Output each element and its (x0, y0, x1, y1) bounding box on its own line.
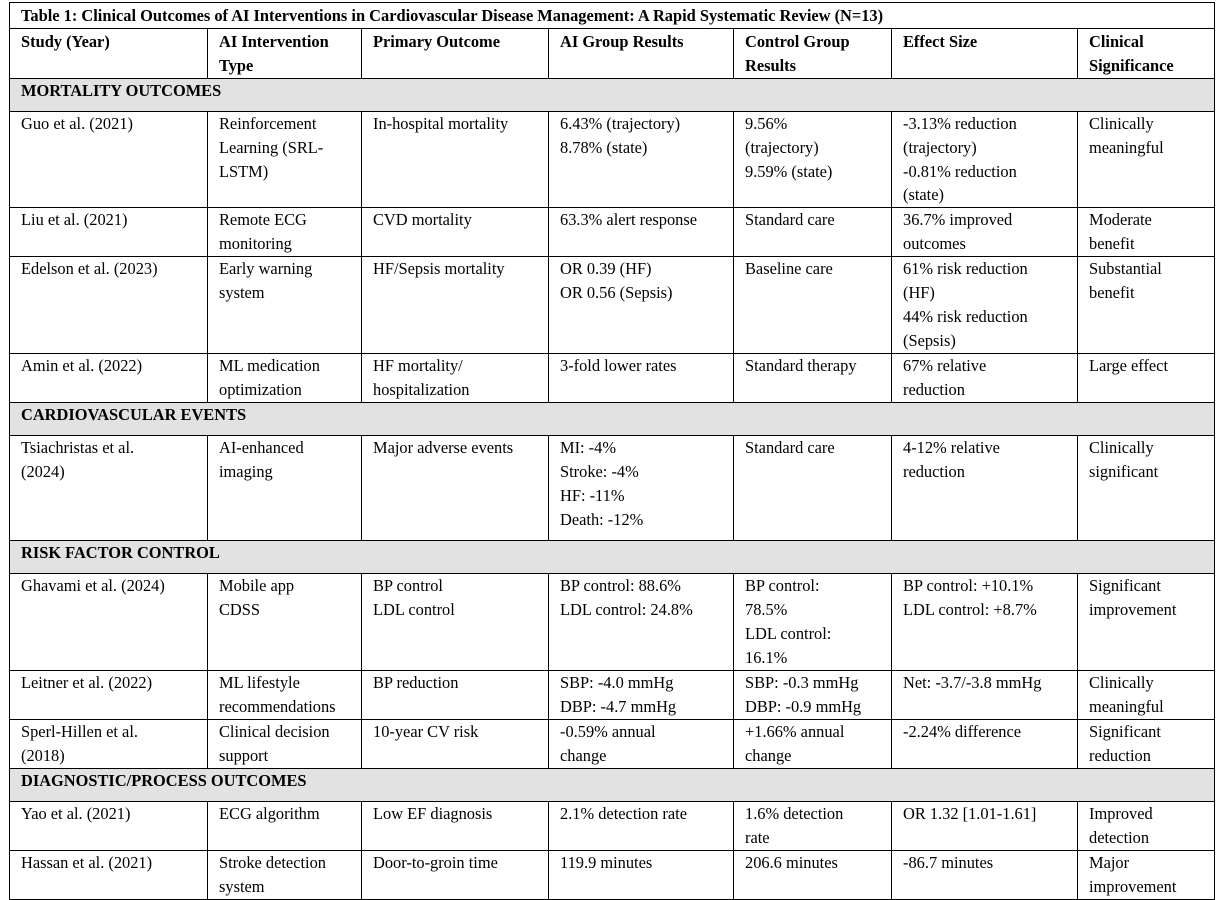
cell-study-year (10, 671, 208, 720)
cell-control-group-results (734, 574, 892, 671)
cell-line: Remote ECG (219, 210, 307, 230)
cell-line: -0.81% reduction (903, 161, 1017, 181)
cell-line: 9.59% (state) (745, 161, 833, 181)
cell-control-group-results (734, 257, 892, 354)
cell-effect-size (892, 354, 1078, 403)
cell-ai-intervention-type (208, 112, 362, 208)
cell-line: Mobile app (219, 576, 295, 596)
cell-line: Improved (1089, 804, 1153, 824)
cell-ai-intervention-type (208, 354, 362, 403)
cell-line: improvement (1089, 876, 1177, 896)
cell-line: Standard therapy (745, 356, 857, 376)
cell-primary-outcome (362, 574, 549, 671)
cell-line: 78.5% (745, 599, 788, 619)
cell-effect-size (892, 671, 1078, 720)
cell-line: Large effect (1089, 356, 1169, 376)
table-row (10, 671, 1215, 720)
cell-line: BP control: 88.6% (560, 576, 681, 596)
table-row (10, 436, 1215, 541)
cell-line: meaningful (1089, 696, 1164, 716)
cell-line: BP control: +10.1% (903, 576, 1034, 596)
cell-line: 16.1% (745, 647, 788, 667)
cell-line: 44% risk reduction (903, 306, 1028, 326)
section-row (10, 79, 1215, 112)
cell-clinical-significance (1078, 354, 1215, 403)
cell-study-year (10, 208, 208, 257)
section-title: RISK FACTOR CONTROL (10, 541, 1215, 574)
cell-line: DBP: -0.9 mmHg (745, 696, 862, 716)
cell-effect-size (892, 208, 1078, 257)
cell-line: 8.78% (state) (560, 137, 648, 157)
cell-line: Significant (1089, 576, 1161, 596)
cell-line: Sperl-Hillen et al. (21, 722, 138, 742)
cell-line: ECG algorithm (219, 804, 320, 824)
cell-line: (state) (903, 185, 944, 205)
header-primary-outcome (362, 29, 549, 79)
cell-line: In-hospital mortality (373, 114, 509, 133)
cell-line: SBP: -4.0 mmHg (560, 673, 674, 693)
cell-line: Type (219, 55, 254, 75)
cell-control-group-results (734, 671, 892, 720)
cell-line: benefit (1089, 282, 1135, 302)
section-title: CARDIOVASCULAR EVENTS (10, 403, 1215, 436)
cell-effect-size (892, 112, 1078, 208)
section-row (10, 769, 1215, 802)
cell-clinical-significance (1078, 208, 1215, 257)
cell-effect-size (892, 802, 1078, 851)
cell-line: system (219, 876, 265, 896)
cell-line: Moderate (1089, 210, 1152, 230)
cell-line: (trajectory) (745, 137, 819, 157)
cell-clinical-significance (1078, 802, 1215, 851)
cell-line: Yao et al. (2021) (21, 804, 131, 824)
cell-effect-size (892, 257, 1078, 354)
cell-line: Study (Year) (21, 32, 110, 51)
cell-line: Net: -3.7/-3.8 mmHg (903, 673, 1042, 693)
cell-line: Stroke: -4% (560, 461, 639, 481)
cell-line: Door-to-groin time (373, 853, 498, 873)
section-row (10, 541, 1215, 574)
cell-effect-size (892, 720, 1078, 769)
cell-line: (2024) (21, 461, 65, 481)
cell-clinical-significance (1078, 112, 1215, 208)
cell-line: Results (745, 55, 796, 75)
cell-study-year (10, 354, 208, 403)
cell-line: 4-12% relative (903, 438, 1000, 458)
cell-line: Stroke detection (219, 853, 326, 873)
table-row (10, 574, 1215, 671)
cell-line: reduction (903, 461, 965, 481)
cell-control-group-results (734, 436, 892, 541)
cell-line: detection (1089, 827, 1150, 847)
cell-line: ML medication (219, 356, 320, 376)
clinical-outcomes-table (9, 2, 1215, 900)
cell-line: +1.66% annual (745, 722, 845, 742)
cell-line: monitoring (219, 233, 292, 253)
cell-line: support (219, 745, 269, 765)
cell-study-year (10, 851, 208, 900)
cell-line: AI-enhanced (219, 438, 304, 458)
cell-line: Primary Outcome (373, 32, 500, 51)
cell-primary-outcome (362, 354, 549, 403)
cell-ai-group-results (549, 802, 734, 851)
cell-line: BP reduction (373, 673, 459, 693)
cell-line: AI Intervention (219, 32, 329, 51)
cell-line: Clinically (1089, 673, 1154, 693)
cell-line: change (560, 745, 607, 765)
cell-control-group-results (734, 720, 892, 769)
cell-ai-group-results (549, 436, 734, 541)
cell-line: 10-year CV risk (373, 722, 479, 742)
cell-line: LDL control: 24.8% (560, 599, 693, 619)
cell-effect-size (892, 851, 1078, 900)
cell-line: system (219, 282, 265, 302)
cell-ai-intervention-type (208, 671, 362, 720)
cell-ai-intervention-type (208, 257, 362, 354)
header-row (10, 29, 1215, 79)
cell-line: HF/Sepsis mortality (373, 259, 505, 279)
header-ai-intervention-type (208, 29, 362, 79)
cell-line: LDL control: (745, 623, 832, 643)
header-effect-size (892, 29, 1078, 79)
cell-ai-intervention-type (208, 720, 362, 769)
cell-line: 67% relative (903, 356, 987, 376)
cell-line: BP control (373, 576, 443, 596)
cell-line: Control Group (745, 32, 850, 51)
cell-line: Low EF diagnosis (373, 804, 493, 824)
table-body (10, 79, 1215, 900)
cell-line: DBP: -4.7 mmHg (560, 696, 677, 716)
cell-line: 36.7% improved (903, 210, 1013, 230)
cell-study-year (10, 436, 208, 541)
cell-primary-outcome (362, 851, 549, 900)
cell-study-year (10, 257, 208, 354)
cell-study-year (10, 720, 208, 769)
cell-line: Leitner et al. (2022) (21, 673, 153, 693)
cell-study-year (10, 574, 208, 671)
cell-line: (trajectory) (903, 137, 977, 157)
cell-line: -2.24% difference (903, 722, 1022, 742)
cell-line: 61% risk reduction (903, 259, 1028, 279)
cell-line: recommendations (219, 696, 336, 716)
cell-line: HF mortality/ (373, 356, 463, 376)
cell-primary-outcome (362, 208, 549, 257)
cell-line: Major adverse events (373, 438, 514, 458)
cell-line: CVD mortality (373, 210, 472, 230)
cell-control-group-results (734, 112, 892, 208)
cell-primary-outcome (362, 436, 549, 541)
cell-line: Learning (SRL- (219, 137, 324, 157)
cell-ai-intervention-type (208, 208, 362, 257)
cell-line: BP control: (745, 576, 820, 596)
cell-ai-group-results (549, 720, 734, 769)
cell-line: Tsiachristas et al. (21, 438, 135, 458)
cell-primary-outcome (362, 802, 549, 851)
header-study-year (10, 29, 208, 79)
cell-line: imaging (219, 461, 273, 481)
cell-line: (Sepsis) (903, 330, 956, 350)
table-container (9, 2, 1214, 900)
cell-clinical-significance (1078, 720, 1215, 769)
cell-line: OR 1.32 [1.01-1.61] (903, 804, 1037, 824)
cell-effect-size (892, 436, 1078, 541)
cell-line: (2018) (21, 745, 65, 765)
section-row (10, 403, 1215, 436)
cell-line: LDL control (373, 599, 455, 619)
cell-line: Clinical decision (219, 722, 330, 742)
cell-line: SBP: -0.3 mmHg (745, 673, 859, 693)
cell-ai-intervention-type (208, 574, 362, 671)
cell-line: significant (1089, 461, 1159, 481)
cell-line: OR 0.56 (Sepsis) (560, 282, 673, 302)
cell-ai-intervention-type (208, 436, 362, 541)
cell-line: Hassan et al. (2021) (21, 853, 153, 873)
cell-ai-group-results (549, 671, 734, 720)
cell-line: Ghavami et al. (2024) (21, 576, 165, 596)
cell-line: 1.6% detection (745, 804, 844, 824)
table-row (10, 208, 1215, 257)
cell-line: 119.9 minutes (560, 853, 653, 873)
table-row (10, 851, 1215, 900)
cell-clinical-significance (1078, 257, 1215, 354)
cell-line: MI: -4% (560, 438, 616, 458)
cell-line: -86.7 minutes (903, 853, 994, 873)
cell-line: Liu et al. (2021) (21, 210, 128, 230)
cell-clinical-significance (1078, 436, 1215, 541)
cell-line: Guo et al. (2021) (21, 114, 133, 133)
cell-primary-outcome (362, 720, 549, 769)
cell-line: -3.13% reduction (903, 114, 1017, 133)
cell-line: benefit (1089, 233, 1135, 253)
cell-line: Clinically (1089, 114, 1154, 133)
section-title: MORTALITY OUTCOMES (10, 79, 1215, 112)
cell-clinical-significance (1078, 851, 1215, 900)
cell-line: Standard care (745, 210, 835, 230)
cell-ai-group-results (549, 354, 734, 403)
cell-line: improvement (1089, 599, 1177, 619)
cell-line: hospitalization (373, 379, 470, 399)
cell-line: Significant (1089, 722, 1161, 742)
cell-ai-group-results (549, 257, 734, 354)
cell-line: meaningful (1089, 137, 1164, 157)
cell-line: AI Group Results (560, 32, 684, 51)
cell-line: Major (1089, 853, 1130, 873)
cell-line: 2.1% detection rate (560, 804, 687, 824)
cell-line: LDL control: +8.7% (903, 599, 1037, 619)
cell-line: Death: -12% (560, 509, 644, 529)
header-control-group-results (734, 29, 892, 79)
cell-effect-size (892, 574, 1078, 671)
cell-control-group-results (734, 354, 892, 403)
cell-primary-outcome (362, 671, 549, 720)
table-row (10, 112, 1215, 208)
cell-line: Standard care (745, 438, 835, 458)
header-clinical-significance (1078, 29, 1215, 79)
cell-line: 9.56% (745, 114, 788, 133)
cell-ai-group-results (549, 851, 734, 900)
cell-ai-group-results (549, 574, 734, 671)
cell-line: Clinical (1089, 32, 1144, 51)
cell-line: reduction (903, 379, 965, 399)
cell-study-year (10, 112, 208, 208)
cell-line: Edelson et al. (2023) (21, 259, 158, 279)
cell-control-group-results (734, 802, 892, 851)
cell-line: CDSS (219, 599, 261, 619)
cell-study-year (10, 802, 208, 851)
cell-line: change (745, 745, 792, 765)
cell-clinical-significance (1078, 574, 1215, 671)
cell-control-group-results (734, 851, 892, 900)
header-ai-group-results (549, 29, 734, 79)
cell-line: LSTM) (219, 161, 269, 181)
table-row (10, 802, 1215, 851)
caption-row (10, 3, 1215, 29)
table-row (10, 354, 1215, 403)
cell-line: Baseline care (745, 259, 833, 279)
cell-line: Reinforcement (219, 114, 317, 133)
cell-line: Significance (1089, 55, 1174, 75)
table-row (10, 257, 1215, 354)
cell-line: Early warning (219, 259, 313, 279)
cell-line: 206.6 minutes (745, 853, 838, 873)
cell-line: Amin et al. (2022) (21, 356, 143, 376)
cell-line: rate (745, 827, 770, 847)
cell-primary-outcome (362, 257, 549, 354)
cell-control-group-results (734, 208, 892, 257)
cell-ai-group-results (549, 112, 734, 208)
cell-line: -0.59% annual (560, 722, 656, 742)
cell-line: HF: -11% (560, 485, 625, 505)
cell-line: 3-fold lower rates (560, 356, 677, 376)
cell-line: ML lifestyle (219, 673, 300, 693)
cell-line: Effect Size (903, 32, 978, 51)
table-row (10, 720, 1215, 769)
cell-clinical-significance (1078, 671, 1215, 720)
table-caption: Table 1: Clinical Outcomes of AI Interventions in Cardiovascular Disease Management: A Rapid Systematic Review (N=13) (10, 3, 1215, 29)
cell-line: (HF) (903, 282, 935, 302)
cell-primary-outcome (362, 112, 549, 208)
cell-ai-intervention-type (208, 851, 362, 900)
cell-ai-group-results (549, 208, 734, 257)
cell-line: 63.3% alert response (560, 210, 697, 230)
cell-line: optimization (219, 379, 302, 399)
cell-line: reduction (1089, 745, 1151, 765)
cell-line: Clinically (1089, 438, 1154, 458)
cell-line: outcomes (903, 233, 966, 253)
cell-line: Substantial (1089, 259, 1162, 279)
section-title: DIAGNOSTIC/PROCESS OUTCOMES (10, 769, 1215, 802)
cell-line: OR 0.39 (HF) (560, 259, 652, 279)
cell-ai-intervention-type (208, 802, 362, 851)
cell-line: 6.43% (trajectory) (560, 114, 681, 133)
